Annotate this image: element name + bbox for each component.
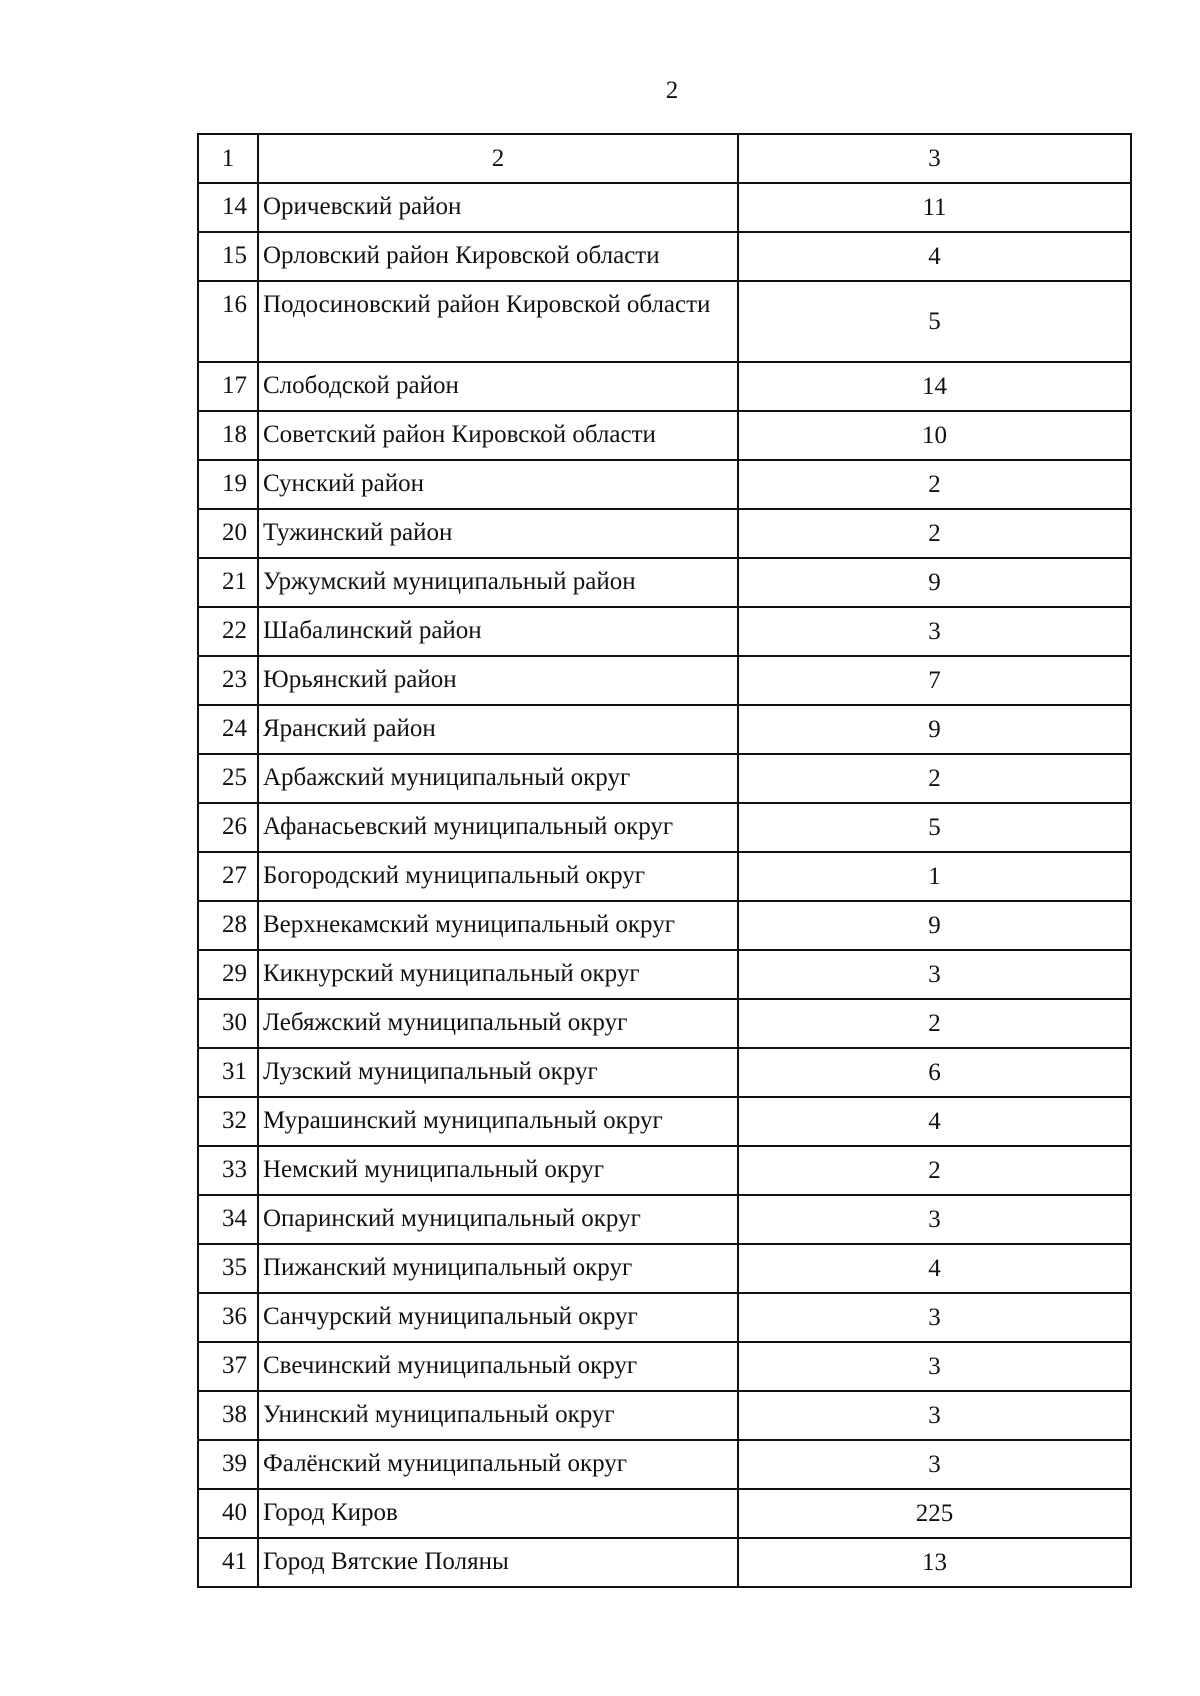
municipality-name-cell: Пижанский муниципальный округ [258,1244,738,1293]
row-number-cell: 37 [198,1342,258,1391]
row-number-cell: 18 [198,411,258,460]
municipality-name-cell: Советский район Кировской области [258,411,738,460]
row-number-cell: 32 [198,1097,258,1146]
municipality-name-cell: Опаринский муниципальный округ [258,1195,738,1244]
value-cell: 9 [738,558,1131,607]
table-row [198,803,1131,852]
value-cell: 5 [738,281,1131,362]
table-row [198,901,1131,950]
value-cell: 10 [738,411,1131,460]
table-row [198,607,1131,656]
value-cell: 2 [738,754,1131,803]
municipality-name-cell: Фалёнский муниципальный округ [258,1440,738,1489]
row-number-cell: 25 [198,754,258,803]
municipality-name-cell: Унинский муниципальный округ [258,1391,738,1440]
value-cell: 9 [738,705,1131,754]
table-row [198,1538,1131,1587]
value-cell: 3 [738,1440,1131,1489]
row-number-cell: 41 [198,1538,258,1587]
municipality-name-cell: Оричевский район [258,183,738,232]
value-cell: 3 [738,1195,1131,1244]
table-row [198,1048,1131,1097]
table-row [198,558,1131,607]
table-row [198,1195,1131,1244]
row-number-cell: 27 [198,852,258,901]
municipality-name-cell: Лузский муниципальный округ [258,1048,738,1097]
row-number-cell: 17 [198,362,258,411]
row-number-cell: 36 [198,1293,258,1342]
municipality-name-cell: Уржумский муниципальный район [258,558,738,607]
row-number-cell: 39 [198,1440,258,1489]
value-cell: 1 [738,852,1131,901]
row-number-cell: 14 [198,183,258,232]
row-number-cell: 23 [198,656,258,705]
row-number-cell: 35 [198,1244,258,1293]
row-number-cell: 26 [198,803,258,852]
row-number-cell: 34 [198,1195,258,1244]
table-row [198,281,1131,362]
table-row [198,705,1131,754]
row-number-cell: 19 [198,460,258,509]
table-body [198,134,1131,1587]
municipality-name-cell: Немский муниципальный округ [258,1146,738,1195]
value-cell: 14 [738,362,1131,411]
header-cell-3: 3 [738,134,1131,183]
row-number-cell: 22 [198,607,258,656]
value-cell: 3 [738,950,1131,999]
value-cell: 2 [738,509,1131,558]
table-header-row [198,134,1131,183]
row-number-cell: 33 [198,1146,258,1195]
table-row [198,1391,1131,1440]
municipality-name-cell: Кикнурский муниципальный округ [258,950,738,999]
municipality-name-cell: Богородский муниципальный округ [258,852,738,901]
municipalities-table [197,133,1132,1588]
table-row [198,656,1131,705]
municipality-name-cell: Верхнекамский муниципальный округ [258,901,738,950]
header-cell-1: 1 [198,134,258,183]
row-number-cell: 31 [198,1048,258,1097]
table-row [198,1097,1131,1146]
table-row [198,1489,1131,1538]
value-cell: 6 [738,1048,1131,1097]
value-cell: 5 [738,803,1131,852]
row-number-cell: 15 [198,232,258,281]
table-row [198,1440,1131,1489]
municipality-name-cell: Лебяжский муниципальный округ [258,999,738,1048]
row-number-cell: 21 [198,558,258,607]
value-cell: 13 [738,1538,1131,1587]
table-row [198,999,1131,1048]
table-row [198,362,1131,411]
value-cell: 2 [738,1146,1131,1195]
municipality-name-cell: Афанасьевский муниципальный округ [258,803,738,852]
value-cell: 3 [738,1391,1131,1440]
row-number-cell: 29 [198,950,258,999]
table-row [198,852,1131,901]
table-row [198,460,1131,509]
table-row [198,1293,1131,1342]
municipality-name-cell: Арбажский муниципальный округ [258,754,738,803]
value-cell: 2 [738,999,1131,1048]
municipality-name-cell: Сунский район [258,460,738,509]
municipality-name-cell: Яранский район [258,705,738,754]
row-number-cell: 20 [198,509,258,558]
value-cell: 3 [738,1342,1131,1391]
value-cell: 7 [738,656,1131,705]
table-row [198,950,1131,999]
table-row [198,232,1131,281]
municipality-name-cell: Орловский район Кировской области [258,232,738,281]
table-row [198,754,1131,803]
table-row [198,1244,1131,1293]
row-number-cell: 24 [198,705,258,754]
municipality-name-cell: Тужинский район [258,509,738,558]
municipality-name-cell: Юрьянский район [258,656,738,705]
municipality-name-cell: Свечинский муниципальный округ [258,1342,738,1391]
table-row [198,509,1131,558]
municipality-name-cell: Город Вятские Поляны [258,1538,738,1587]
row-number-cell: 38 [198,1391,258,1440]
value-cell: 4 [738,232,1131,281]
value-cell: 3 [738,607,1131,656]
table-row [198,411,1131,460]
table-row [198,1342,1131,1391]
page-number: 2 [665,77,679,104]
municipality-name-cell: Слободской район [258,362,738,411]
municipality-name-cell: Санчурский муниципальный округ [258,1293,738,1342]
value-cell: 2 [738,460,1131,509]
municipality-name-cell: Мурашинский муниципальный округ [258,1097,738,1146]
row-number-cell: 40 [198,1489,258,1538]
value-cell: 11 [738,183,1131,232]
municipality-name-cell: Подосиновский район Кировской области [258,281,738,362]
header-cell-2: 2 [258,134,738,183]
value-cell: 225 [738,1489,1131,1538]
value-cell: 4 [738,1244,1131,1293]
row-number-cell: 16 [198,281,258,362]
value-cell: 3 [738,1293,1131,1342]
municipality-name-cell: Город Киров [258,1489,738,1538]
table-row [198,1146,1131,1195]
row-number-cell: 30 [198,999,258,1048]
value-cell: 9 [738,901,1131,950]
value-cell: 4 [738,1097,1131,1146]
table-row [198,183,1131,232]
row-number-cell: 28 [198,901,258,950]
municipality-name-cell: Шабалинский район [258,607,738,656]
